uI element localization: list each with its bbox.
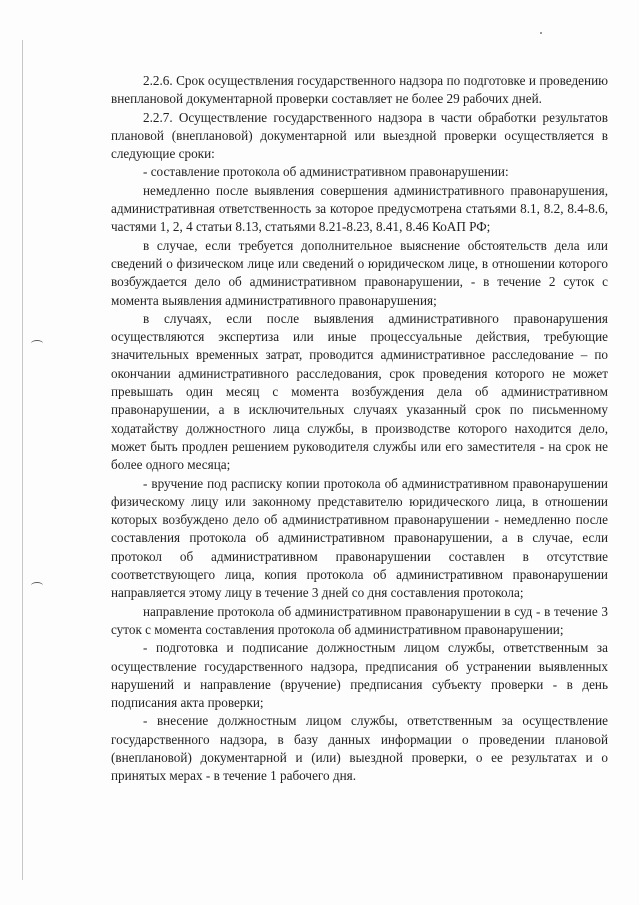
paragraph-investigation: в случаях, если после выявления административного правонарушения осуществляются экспертиза или иные процессуальные действия, требующие значительных временных затрат, проводится административное расследование – по окончании административного расследования, срок проведения которого не может превышать один месяц с момента возбуждения дела об административном правонарушении, а в исключительных случаях указанный срок по письменному ходатайству должностного лица службы, в производстве которого находится дело, может быть продлен решением руководителя службы или его заместителя - на срок не более одного месяца;	[111, 310, 608, 473]
document-body	[111, 72, 608, 786]
list-item-protocol: - составление протокола об административном правонарушении:	[143, 164, 509, 180]
scan-binding-mark	[31, 582, 43, 589]
paragraph-additional-clarification: в случае, если требуется дополнительное выяснение обстоятельств дела или сведений о физическом лице или сведений о юридическом лице, в отношении которого возбуждается дело об административном правонарушении, - в течение 2 суток с момента выявления административного правонарушения;	[111, 237, 608, 308]
list-item-database: - внесение должностным лицом службы, ответственным за осуществление государственного надзора, в базу данных информации о проведении плановой (внеплановой) документарной и (или) выездной проверки, о ее результатах и о принятых мерах - в течение 1 рабочего дня.	[111, 713, 608, 784]
paragraph-2-2-6: 2.2.6. Срок осуществления государственного надзора по подготовке и проведению внеплановой документарной проверки составляет не более 29 рабочих дней.	[111, 73, 608, 107]
list-item-order: - подготовка и подписание должностным лицом службы, ответственным за осуществление государственного надзора, предписания об устранении выявленных нарушений и направление (вручение) предписания субъекту проверки - в день подписания акта проверки;	[111, 640, 608, 711]
paragraph-immediately: немедленно после выявления совершения административного правонарушения, административная ответственность за которое предусмотрена статьями 8.1, 8.2, 8.4-8.6, частями 1, 2, 4 статьи 8.13, статьями 8.21-8.23, 8.41, 8.46 КоАП РФ;	[111, 182, 608, 235]
scan-binding-mark	[31, 340, 43, 347]
scan-edge-line	[22, 40, 23, 880]
list-item-protocol-copy: - вручение под расписку копии протокола об административном правонарушении физическому лицу или законному представителю юридического лица, в отношении которых возбуждено дело об административном правонарушении - немедленно после составления протокола об административном правонарушении, а в случае, если протокол об административном правонарушении составлен в отсутствие соответствующего лица, копия протокола об административном правонарушении направляется этому лицу в течение 3 дней со дня составления протокола;	[111, 475, 608, 601]
paragraph-2-2-7: 2.2.7. Осуществление государственного надзора в части обработки результатов плановой (внеплановой) документарной или выездной проверки осуществляется в следующие сроки:	[111, 109, 608, 162]
scan-speck	[540, 32, 542, 34]
paragraph-court-referral: направление протокола об административном правонарушении в суд - в течение 3 суток с момента составления протокола об административном правонарушении;	[111, 603, 608, 637]
